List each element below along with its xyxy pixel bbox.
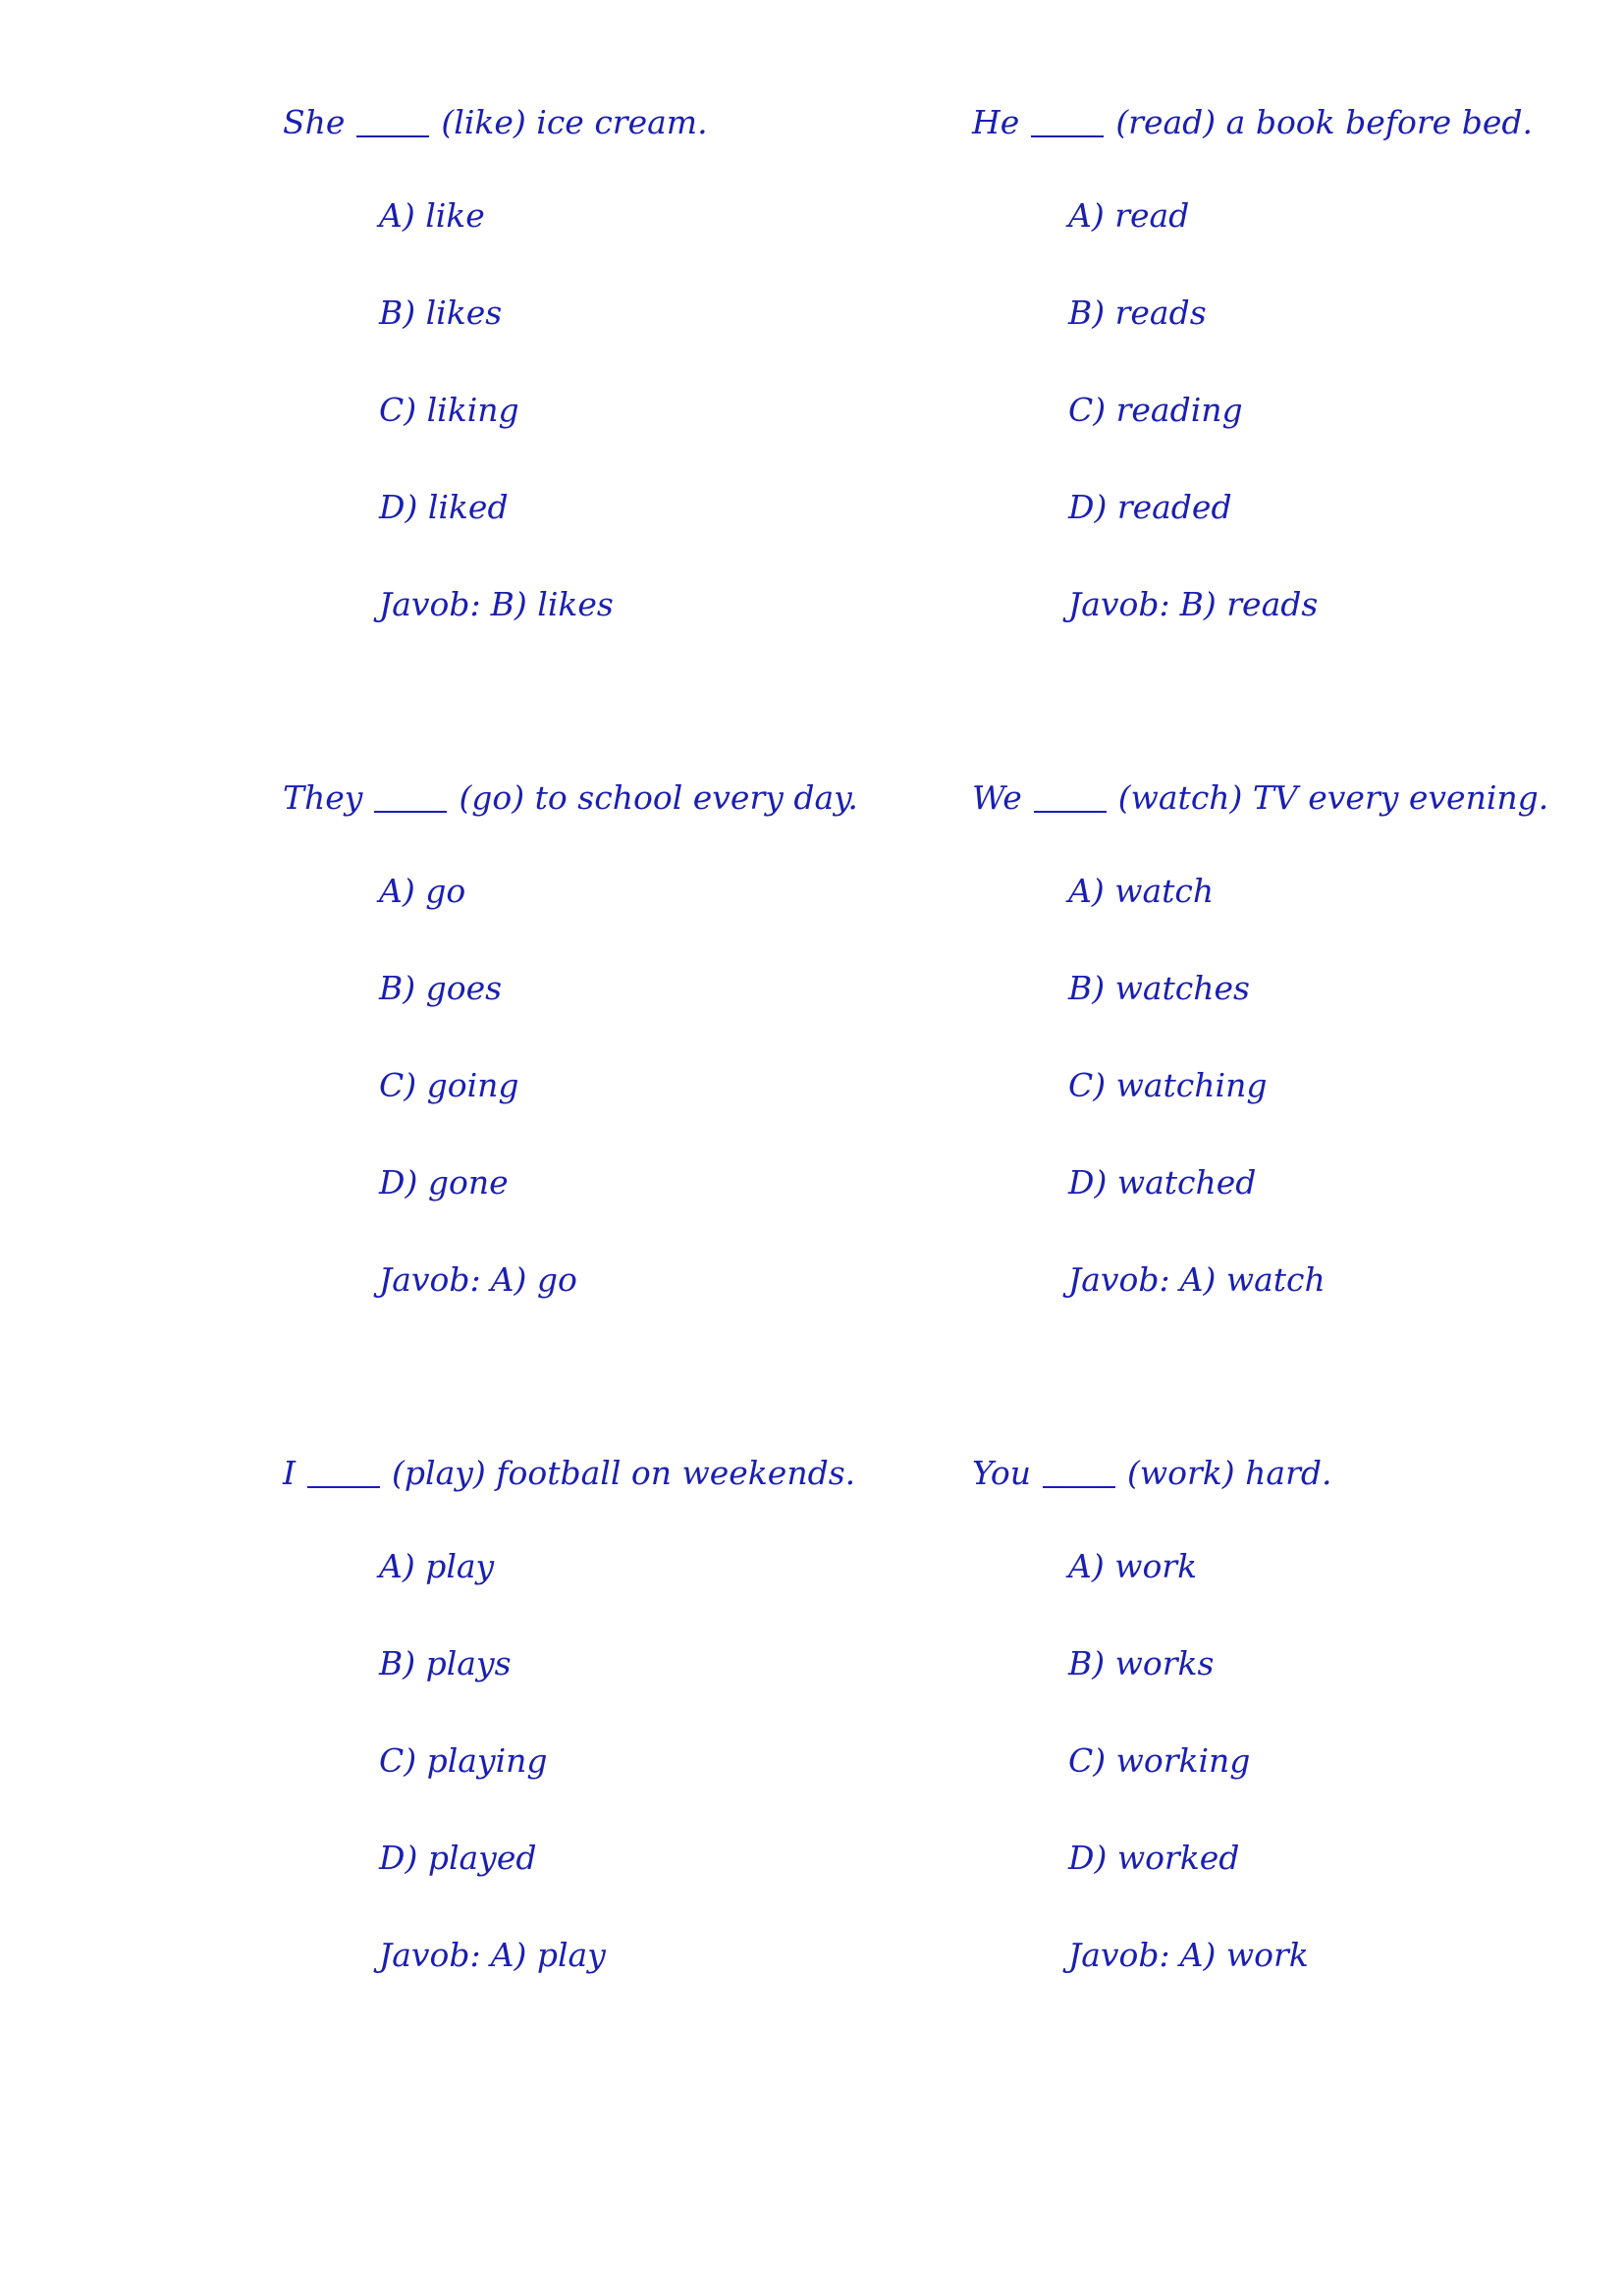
question-text: (like) ice cream.: [441, 103, 708, 141]
options-list: [1068, 1547, 1581, 1975]
options-list: [379, 196, 892, 624]
question-prompt: [283, 778, 892, 818]
option-c: C) reading: [1068, 391, 1243, 429]
question-subject: I: [283, 1454, 297, 1492]
question-subject: He: [972, 103, 1020, 141]
answer-line: [1068, 1936, 1581, 1975]
options-list: [1068, 196, 1581, 624]
question-subject: She: [283, 103, 346, 141]
answer-label: Javob:: [379, 1260, 481, 1299]
question-5: [283, 1454, 892, 1975]
answer-value: A) play: [490, 1936, 606, 1974]
answer-blank: [1031, 134, 1104, 137]
question-prompt: [972, 103, 1581, 142]
option-c: C) liking: [379, 391, 519, 429]
question-prompt: [972, 778, 1581, 818]
answer-line: [379, 1936, 892, 1975]
answer-label: Javob:: [379, 1936, 481, 1974]
option-b: B) watches: [1068, 969, 1250, 1007]
answer-line: [379, 585, 892, 624]
question-prompt: [283, 103, 892, 142]
option-c: C) playing: [379, 1741, 548, 1780]
option-a: A) play: [379, 1547, 495, 1585]
question-text: (go) to school every day.: [459, 778, 858, 817]
option-d: D) gone: [379, 1163, 509, 1201]
answer-blank: [307, 1485, 380, 1488]
answer-value: B) likes: [490, 585, 614, 623]
option-b: B) plays: [379, 1644, 512, 1682]
question-text: (play) football on weekends.: [392, 1454, 856, 1492]
option-a: A) read: [1068, 196, 1190, 235]
question-subject: You: [972, 1454, 1032, 1492]
options-list: [379, 872, 892, 1300]
option-b: B) reads: [1068, 294, 1207, 332]
option-d: D) watched: [1068, 1163, 1257, 1201]
answer-value: B) reads: [1179, 585, 1319, 623]
answer-blank: [1034, 810, 1107, 813]
answer-label: Javob:: [1068, 1936, 1170, 1974]
question-text: (watch) TV every evening.: [1117, 778, 1549, 817]
option-a: A) work: [1068, 1547, 1198, 1585]
answer-blank: [1043, 1485, 1115, 1488]
option-c: C) going: [379, 1066, 519, 1104]
answer-value: A) work: [1179, 1936, 1309, 1974]
option-a: A) go: [379, 872, 466, 910]
answer-label: Javob:: [379, 585, 481, 623]
question-3: [283, 778, 892, 1300]
option-d: D) worked: [1068, 1839, 1240, 1877]
answer-value: A) go: [490, 1260, 577, 1299]
question-subject: We: [972, 778, 1022, 817]
option-b: B) goes: [379, 969, 503, 1007]
answer-value: A) watch: [1179, 1260, 1326, 1299]
option-d: D) liked: [379, 488, 509, 526]
question-4: [972, 778, 1581, 1300]
option-c: C) working: [1068, 1741, 1251, 1780]
question-subject: They: [283, 778, 363, 817]
option-d: D) played: [379, 1839, 537, 1877]
answer-blank: [356, 134, 429, 137]
option-c: C) watching: [1068, 1066, 1268, 1104]
question-text: (work) hard.: [1127, 1454, 1332, 1492]
answer-label: Javob:: [1068, 1260, 1170, 1299]
question-6: [972, 1454, 1581, 1975]
answer-blank: [374, 810, 447, 813]
answer-line: [379, 1260, 892, 1300]
option-d: D) readed: [1068, 488, 1232, 526]
answer-label: Javob:: [1068, 585, 1170, 623]
options-list: [379, 1547, 892, 1975]
question-prompt: [972, 1454, 1581, 1493]
question-2: [972, 103, 1581, 624]
option-a: A) watch: [1068, 872, 1215, 910]
question-1: [283, 103, 892, 624]
options-list: [1068, 872, 1581, 1300]
option-b: B) works: [1068, 1644, 1215, 1682]
answer-line: [1068, 585, 1581, 624]
question-text: (read) a book before bed.: [1115, 103, 1533, 141]
question-prompt: [283, 1454, 892, 1493]
option-b: B) likes: [379, 294, 503, 332]
answer-line: [1068, 1260, 1581, 1300]
option-a: A) like: [379, 196, 485, 235]
